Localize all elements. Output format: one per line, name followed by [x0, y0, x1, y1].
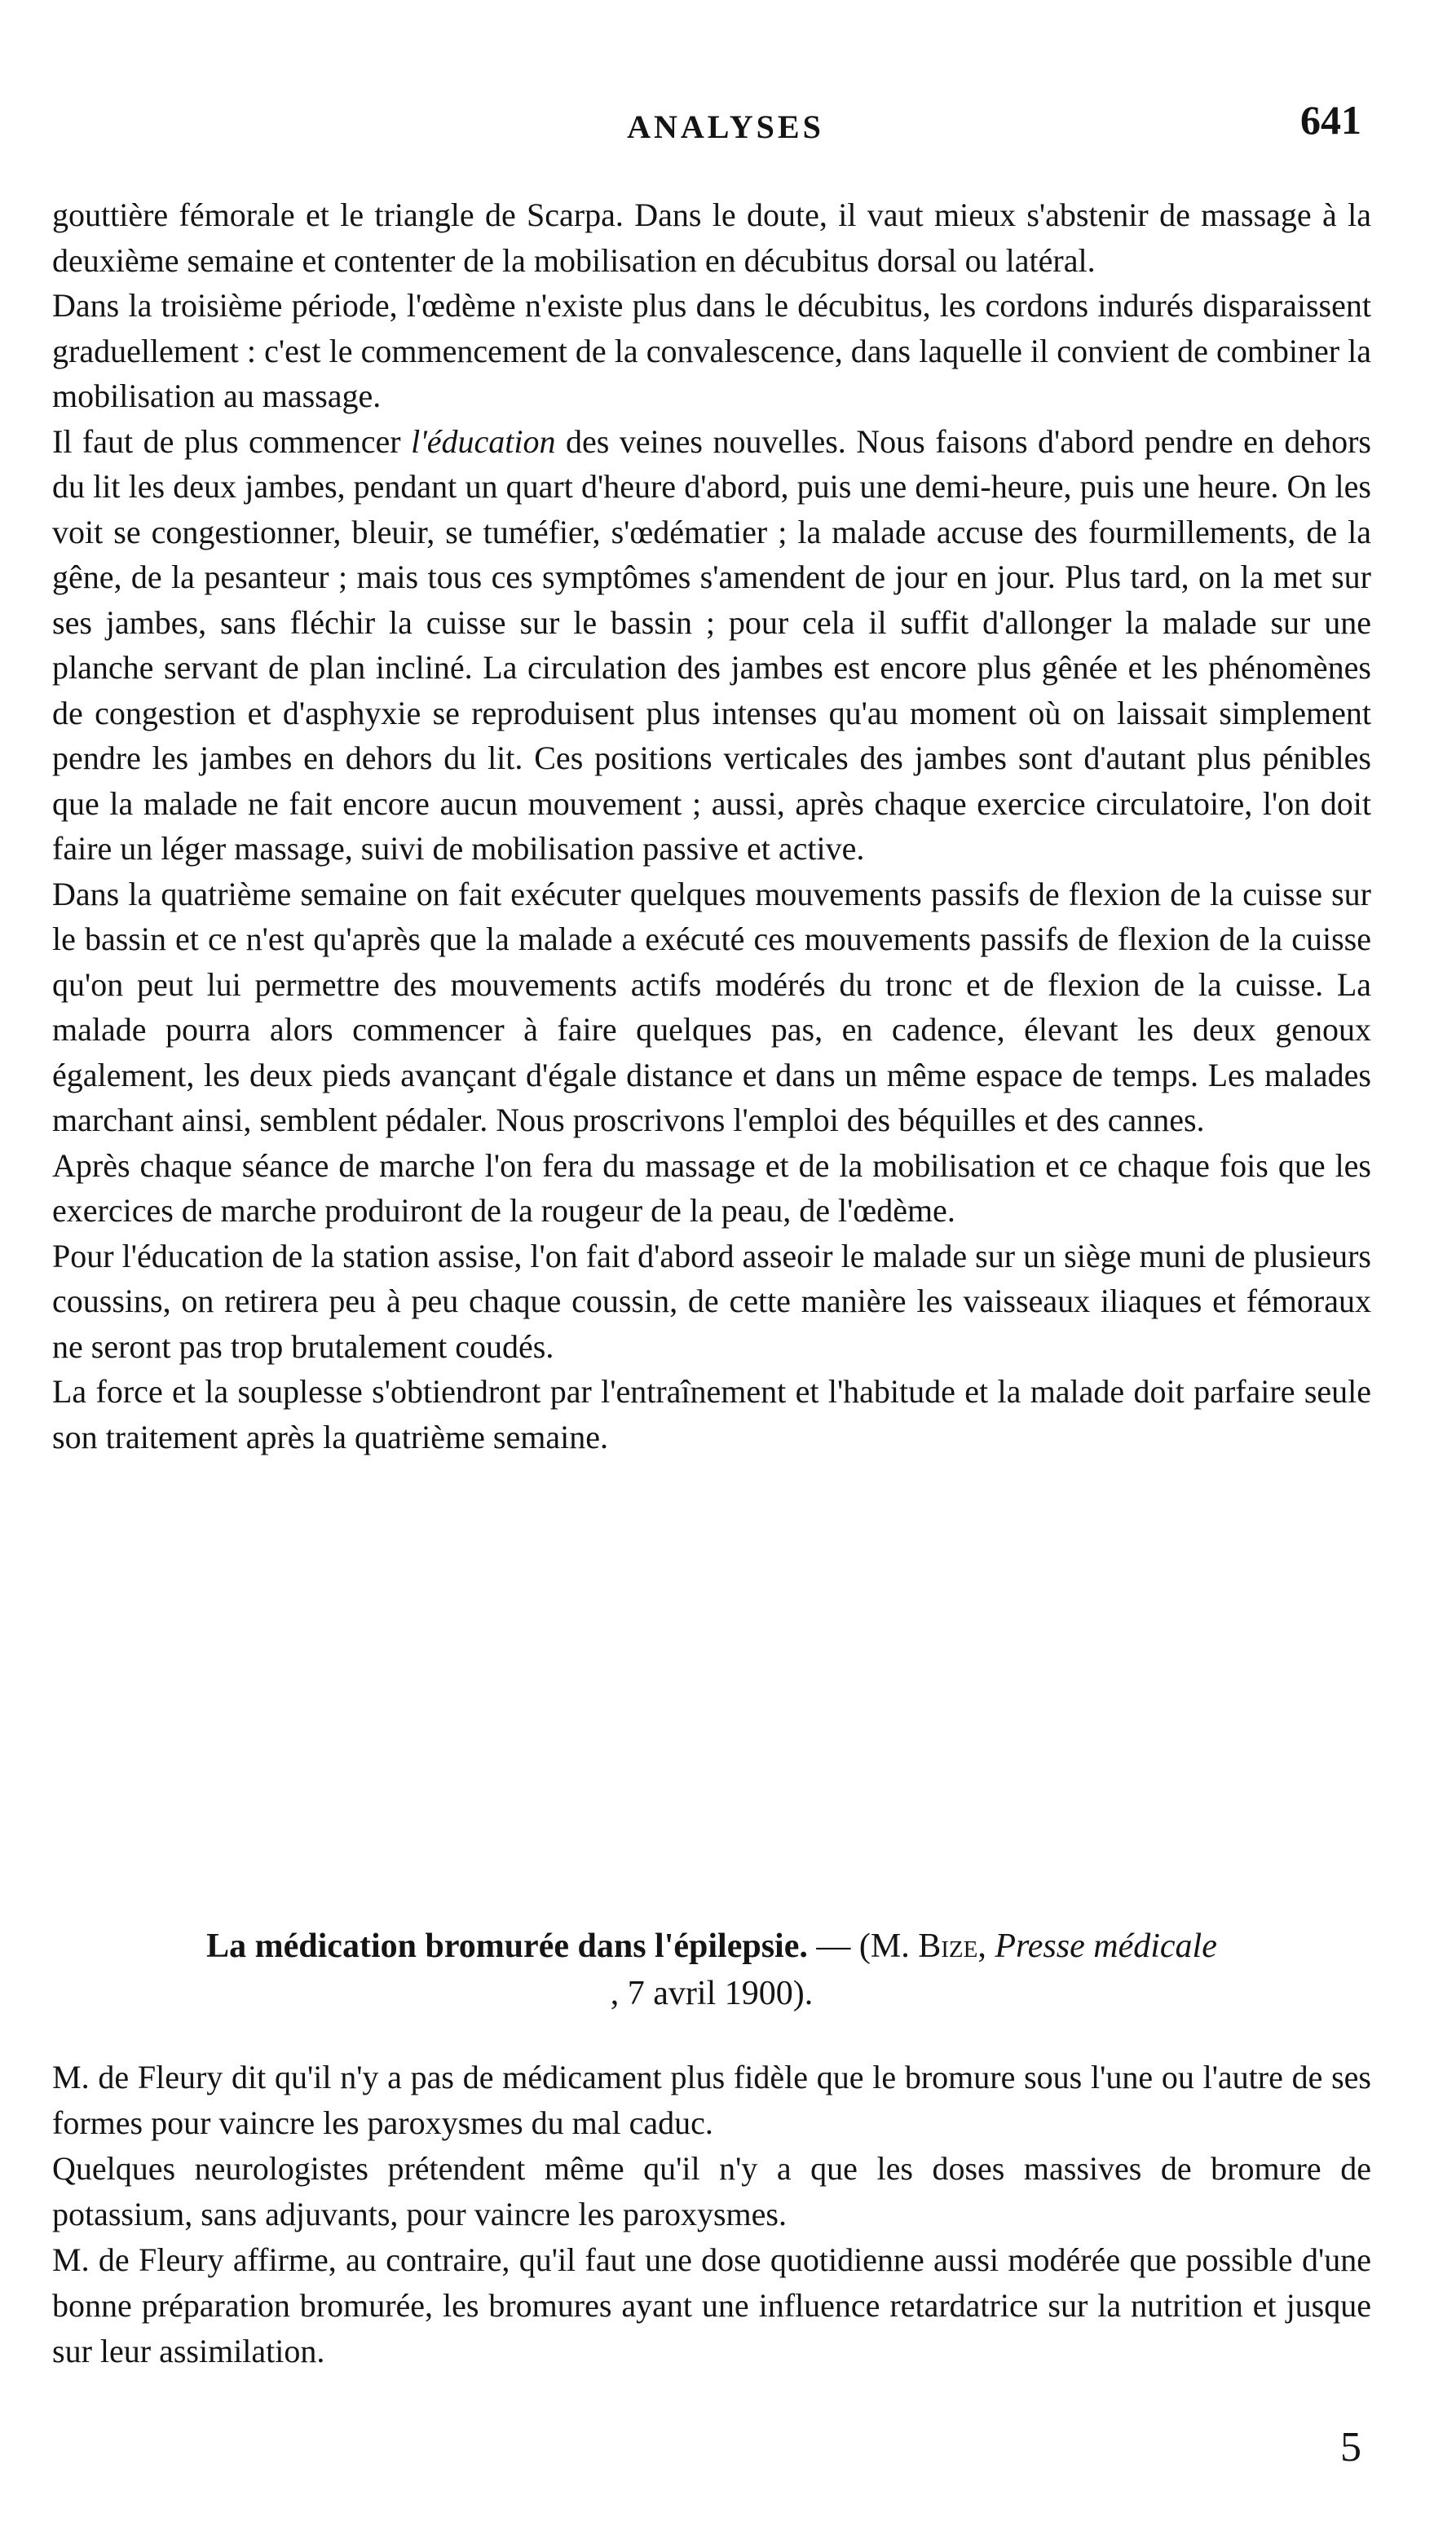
- paragraph-6: Pour l'éducation de la station assise, l'on fait d'abord asseoir le malade sur un siège muni de plusieurs coussins, on retirera peu à peu chaque coussin, de cette manière les vaisseaux iliaques et fémoraux ne seront pas trop brutalement coudés.: [52, 1237, 1371, 1365]
- article-text: [52, 2055, 1371, 2374]
- running-title: ANALYSES: [627, 108, 824, 145]
- article-paragraph-1: M. de Fleury dit qu'il n'y a pas de médicament plus fidèle que le bromure sous l'une ou l'autre de ses formes pour vaincre les paroxysmes du mal caduc.: [52, 2059, 1371, 2141]
- paragraph-3-emphasis: l'éducation: [411, 422, 556, 460]
- paragraph-3: [52, 419, 1371, 872]
- article-date: , 7 avril 1900).: [610, 1975, 814, 2012]
- article-paragraph-2: Quelques neurologistes prétendent même qu'il n'y a que les doses massives de bromure de potassium, sans adjuvants, pour vaincre les paroxysmes.: [52, 2150, 1371, 2232]
- article-title: La médication bromurée dans l'épilepsie.: [206, 1927, 808, 1965]
- body-text: [52, 192, 1371, 1459]
- paragraph-5: Après chaque séance de marche l'on fera du massage et de la mobilisation et ce chaque fois que les exercices de marche produiront de la rougeur de la peau, de l'œdème.: [52, 1146, 1371, 1229]
- signature-mark: 5: [1340, 2424, 1361, 2471]
- paragraph-3-lead: Il faut de plus commencer: [52, 422, 412, 460]
- article-heading: [52, 1923, 1371, 2017]
- article-paragraph-3: M. de Fleury affirme, au contraire, qu'il faut une dose quotidienne aussi modérée que possible d'une bonne préparation bromurée, les bromures ayant une influence retardatrice sur la nutrition et jusque sur leur assimilation.: [52, 2241, 1371, 2369]
- paragraph-1: gouttière fémorale et le triangle de Scarpa. Dans le doute, il vaut mieux s'abstenir de massage à la deuxième semaine et contenter de la mobilisation en décubitus dorsal ou latéral.: [52, 196, 1371, 279]
- page-number: 641: [1300, 97, 1361, 143]
- article-dash: — (: [807, 1927, 871, 1965]
- paragraph-4: Dans la quatrième semaine on fait exécuter quelques mouvements passifs de flexion de la cuisse sur le bassin et ce n'est qu'après que la malade a exécuté ces mouvements passifs de flexion de la cuisse qu'on peut lui permettre des mouvements actifs modérés du tronc et de flexion de la cuisse. La malade pourra alors commencer à faire quelques pas, en cadence, élevant les deux genoux également, les deux pieds avançant d'égale distance et dans un même espace de temps. Les malades marchant ainsi, semblent pédaler. Nous proscrivons l'emploi des béquilles et des cannes.: [52, 875, 1371, 1138]
- paragraph-3-rest: des veines nouvelles. Nous faisons d'abord pendre en dehors du lit les deux jambes, pendant un quart d'heure d'abord, puis une demi-heure, puis une heure. On les voit se congestionner, bleuir, se tuméfier, s'œdématier ; la malade accuse des fourmillements, de la gêne, de la pesanteur ; mais tous ces symptômes s'amendent de jour en jour. Plus tard, on la met sur ses jambes, sans fléchir la cuisse sur le bassin ; pour cela il suffit d'allonger la malade sur une planche servant de plan incliné. La circulation des jambes est encore plus gênée et les phénomènes de congestion et d'asphyxie se reproduisent plus intenses qu'au moment où on laissait simplement pendre les jambes en dehors du lit. Ces positions verticales des jambes sont d'autant plus pénibles que la malade ne fait encore aucun mouvement ; aussi, après chaque exercice circulatoire, l'on doit faire un léger massage, suivi de mobilisation passive et active.: [52, 422, 1371, 867]
- paragraph-2: Dans la troisième période, l'œdème n'existe plus dans le décubitus, les cordons indurés disparaissent graduellement : c'est le commencement de la convalescence, dans laquelle il convient de combiner la mobilisation au massage.: [52, 287, 1371, 414]
- article-source: Presse médicale: [995, 1927, 1217, 1965]
- article-author: M. Bize: [870, 1927, 978, 1965]
- running-head: [90, 96, 1361, 153]
- paragraph-7: La force et la souplesse s'obtiendront par l'entraînement et l'habitude et la malade doit parfaire seule son traitement après la quatrième semaine.: [52, 1373, 1371, 1455]
- article-comma: ,: [977, 1927, 995, 1965]
